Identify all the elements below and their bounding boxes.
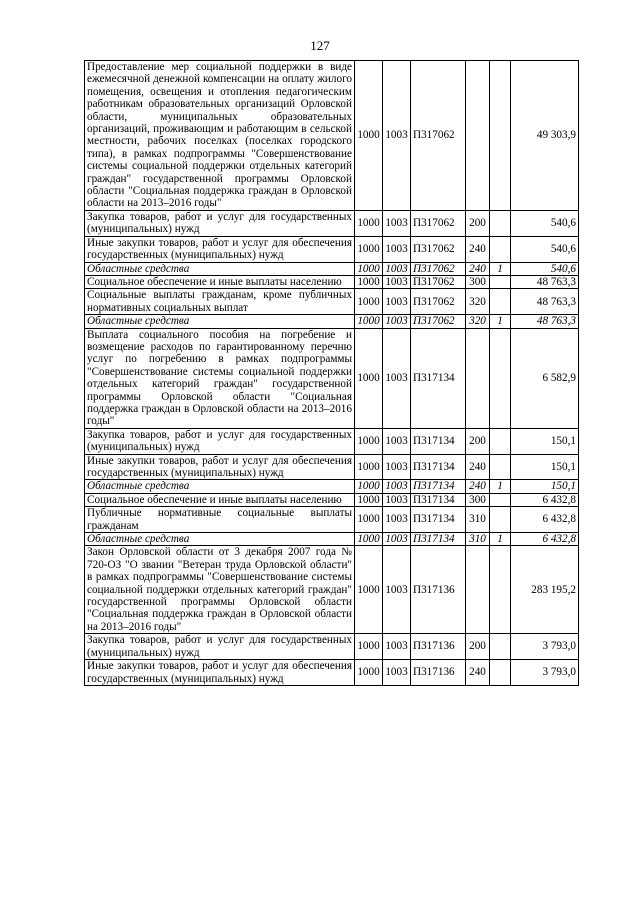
subsection-code: 1003	[383, 546, 411, 634]
funding-source-code: 1	[490, 315, 511, 328]
amount: 540,6	[511, 236, 579, 262]
expense-type-code: 240	[466, 236, 490, 262]
expense-type-code	[466, 546, 490, 634]
expense-type-code: 200	[466, 634, 490, 660]
expense-type-code: 300	[466, 493, 490, 506]
funding-source-code	[490, 507, 511, 533]
table-row	[85, 428, 579, 454]
target-article-code: П317134	[411, 533, 466, 546]
subsection-code: 1003	[383, 533, 411, 546]
section-code: 1000	[355, 634, 383, 660]
section-code: 1000	[355, 289, 383, 315]
section-code: 1000	[355, 493, 383, 506]
table-row	[85, 493, 579, 506]
funding-source-code: 1	[490, 262, 511, 275]
table-row	[85, 533, 579, 546]
expense-type-code: 310	[466, 533, 490, 546]
amount: 48 763,3	[511, 315, 579, 328]
funding-source-code: 1	[490, 533, 511, 546]
subsection-code: 1003	[383, 275, 411, 288]
expense-type-code: 310	[466, 507, 490, 533]
amount: 150,1	[511, 454, 579, 480]
amount: 3 793,0	[511, 634, 579, 660]
section-code: 1000	[355, 428, 383, 454]
row-name: Закупка товаров, работ и услуг для государственных (муниципальных) нужд	[85, 428, 355, 454]
subsection-code: 1003	[383, 428, 411, 454]
subsection-code: 1003	[383, 634, 411, 660]
table-row	[85, 634, 579, 660]
amount: 283 195,2	[511, 546, 579, 634]
table-row	[85, 315, 579, 328]
amount: 540,6	[511, 262, 579, 275]
target-article-code: П317134	[411, 507, 466, 533]
table-row	[85, 328, 579, 428]
target-article-code: П317134	[411, 493, 466, 506]
funding-source-code	[490, 236, 511, 262]
table-row	[85, 236, 579, 262]
table-row	[85, 289, 579, 315]
target-article-code: П317062	[411, 236, 466, 262]
funding-source-code	[490, 275, 511, 288]
row-name: Предоставление мер социальной поддержки в виде ежемесячной денежной компенсации на оплату жилого помещения, освещения и отопления педагогическим работникам образовательных организаций Орловской области, муниципальных образовательных организаций, проживающим и работающим в сельской местности, рабочих поселках (поселках городского типа), в рамках подпрограммы "Совершенствование системы социальной поддержки отдельных категорий граждан" государственной программы Орловской области "Социальная поддержка граждан в Орловской области на 2013–2016 годы"	[85, 61, 355, 211]
row-name: Закон Орловской области от 3 декабря 2007 года № 720-ОЗ "О звании "Ветеран труда Орловской области" в рамках подпрограммы "Совершенствование системы социальной поддержки отдельных категорий граждан" государственной программы Орловской области "Социальная поддержка граждан в Орловской области на 2013–2016 годы"	[85, 546, 355, 634]
subsection-code: 1003	[383, 262, 411, 275]
table-row	[85, 61, 579, 211]
subsection-code: 1003	[383, 493, 411, 506]
expense-type-code: 200	[466, 428, 490, 454]
expense-type-code: 320	[466, 315, 490, 328]
section-code: 1000	[355, 328, 383, 428]
amount: 6 582,9	[511, 328, 579, 428]
amount: 540,6	[511, 210, 579, 236]
amount: 48 763,3	[511, 275, 579, 288]
section-code: 1000	[355, 660, 383, 686]
table-row	[85, 480, 579, 493]
funding-source-code	[490, 61, 511, 211]
target-article-code: П317062	[411, 315, 466, 328]
table-row	[85, 275, 579, 288]
target-article-code: П317062	[411, 262, 466, 275]
subsection-code: 1003	[383, 660, 411, 686]
funding-source-code: 1	[490, 480, 511, 493]
target-article-code: П317134	[411, 454, 466, 480]
subsection-code: 1003	[383, 507, 411, 533]
funding-source-code	[490, 289, 511, 315]
target-article-code: П317134	[411, 328, 466, 428]
row-name: Выплата социального пособия на погребение и возмещение расходов по гарантированному перечню услуг по погребению в рамках подпрограммы "Совершенствование системы социальной поддержки отдельных категорий граждан" государственной программы Орловской области "Социальная поддержка граждан в Орловской области на 2013–2016 годы"	[85, 328, 355, 428]
expense-type-code: 300	[466, 275, 490, 288]
subsection-code: 1003	[383, 289, 411, 315]
funding-source-code	[490, 428, 511, 454]
section-code: 1000	[355, 533, 383, 546]
expense-type-code: 240	[466, 262, 490, 275]
amount: 150,1	[511, 480, 579, 493]
target-article-code: П317134	[411, 428, 466, 454]
row-name: Публичные нормативные социальные выплаты гражданам	[85, 507, 355, 533]
budget-table-body	[85, 61, 579, 686]
funding-source-code	[490, 328, 511, 428]
section-code: 1000	[355, 262, 383, 275]
amount: 6 432,8	[511, 533, 579, 546]
row-name: Иные закупки товаров, работ и услуг для обеспечения государственных (муниципальных) нужд	[85, 454, 355, 480]
target-article-code: П317136	[411, 546, 466, 634]
subsection-code: 1003	[383, 454, 411, 480]
funding-source-code	[490, 210, 511, 236]
row-name: Социальные выплаты гражданам, кроме публичных нормативных социальных выплат	[85, 289, 355, 315]
section-code: 1000	[355, 275, 383, 288]
row-name: Областные средства	[85, 480, 355, 493]
target-article-code: П317136	[411, 634, 466, 660]
table-row	[85, 454, 579, 480]
funding-source-code	[490, 660, 511, 686]
amount: 6 432,8	[511, 507, 579, 533]
amount: 48 763,3	[511, 289, 579, 315]
funding-source-code	[490, 634, 511, 660]
subsection-code: 1003	[383, 328, 411, 428]
funding-source-code	[490, 454, 511, 480]
amount: 3 793,0	[511, 660, 579, 686]
target-article-code: П317062	[411, 289, 466, 315]
expense-type-code: 240	[466, 454, 490, 480]
page-number: 127	[310, 38, 330, 53]
target-article-code: П317062	[411, 61, 466, 211]
expense-type-code: 240	[466, 480, 490, 493]
row-name: Закупка товаров, работ и услуг для государственных (муниципальных) нужд	[85, 210, 355, 236]
section-code: 1000	[355, 546, 383, 634]
row-name: Областные средства	[85, 262, 355, 275]
row-name: Иные закупки товаров, работ и услуг для обеспечения государственных (муниципальных) нужд	[85, 236, 355, 262]
subsection-code: 1003	[383, 61, 411, 211]
section-code: 1000	[355, 236, 383, 262]
table-row	[85, 262, 579, 275]
subsection-code: 1003	[383, 480, 411, 493]
row-name: Областные средства	[85, 533, 355, 546]
expense-type-code	[466, 61, 490, 211]
section-code: 1000	[355, 480, 383, 493]
table-row	[85, 210, 579, 236]
expense-type-code: 240	[466, 660, 490, 686]
subsection-code: 1003	[383, 210, 411, 236]
row-name: Закупка товаров, работ и услуг для государственных (муниципальных) нужд	[85, 634, 355, 660]
table-row	[85, 507, 579, 533]
funding-source-code	[490, 493, 511, 506]
section-code: 1000	[355, 507, 383, 533]
row-name: Социальное обеспечение и иные выплаты населению	[85, 493, 355, 506]
section-code: 1000	[355, 210, 383, 236]
funding-source-code	[490, 546, 511, 634]
row-name: Областные средства	[85, 315, 355, 328]
amount: 150,1	[511, 428, 579, 454]
amount: 49 303,9	[511, 61, 579, 211]
section-code: 1000	[355, 454, 383, 480]
row-name: Иные закупки товаров, работ и услуг для обеспечения государственных (муниципальных) нужд	[85, 660, 355, 686]
expense-type-code: 320	[466, 289, 490, 315]
row-name: Социальное обеспечение и иные выплаты населению	[85, 275, 355, 288]
subsection-code: 1003	[383, 315, 411, 328]
section-code: 1000	[355, 61, 383, 211]
table-row	[85, 546, 579, 634]
expense-type-code	[466, 328, 490, 428]
amount: 6 432,8	[511, 493, 579, 506]
subsection-code: 1003	[383, 236, 411, 262]
target-article-code: П317062	[411, 275, 466, 288]
budget-table	[84, 60, 579, 686]
section-code: 1000	[355, 315, 383, 328]
table-row	[85, 660, 579, 686]
target-article-code: П317136	[411, 660, 466, 686]
target-article-code: П317134	[411, 480, 466, 493]
target-article-code: П317062	[411, 210, 466, 236]
expense-type-code: 200	[466, 210, 490, 236]
